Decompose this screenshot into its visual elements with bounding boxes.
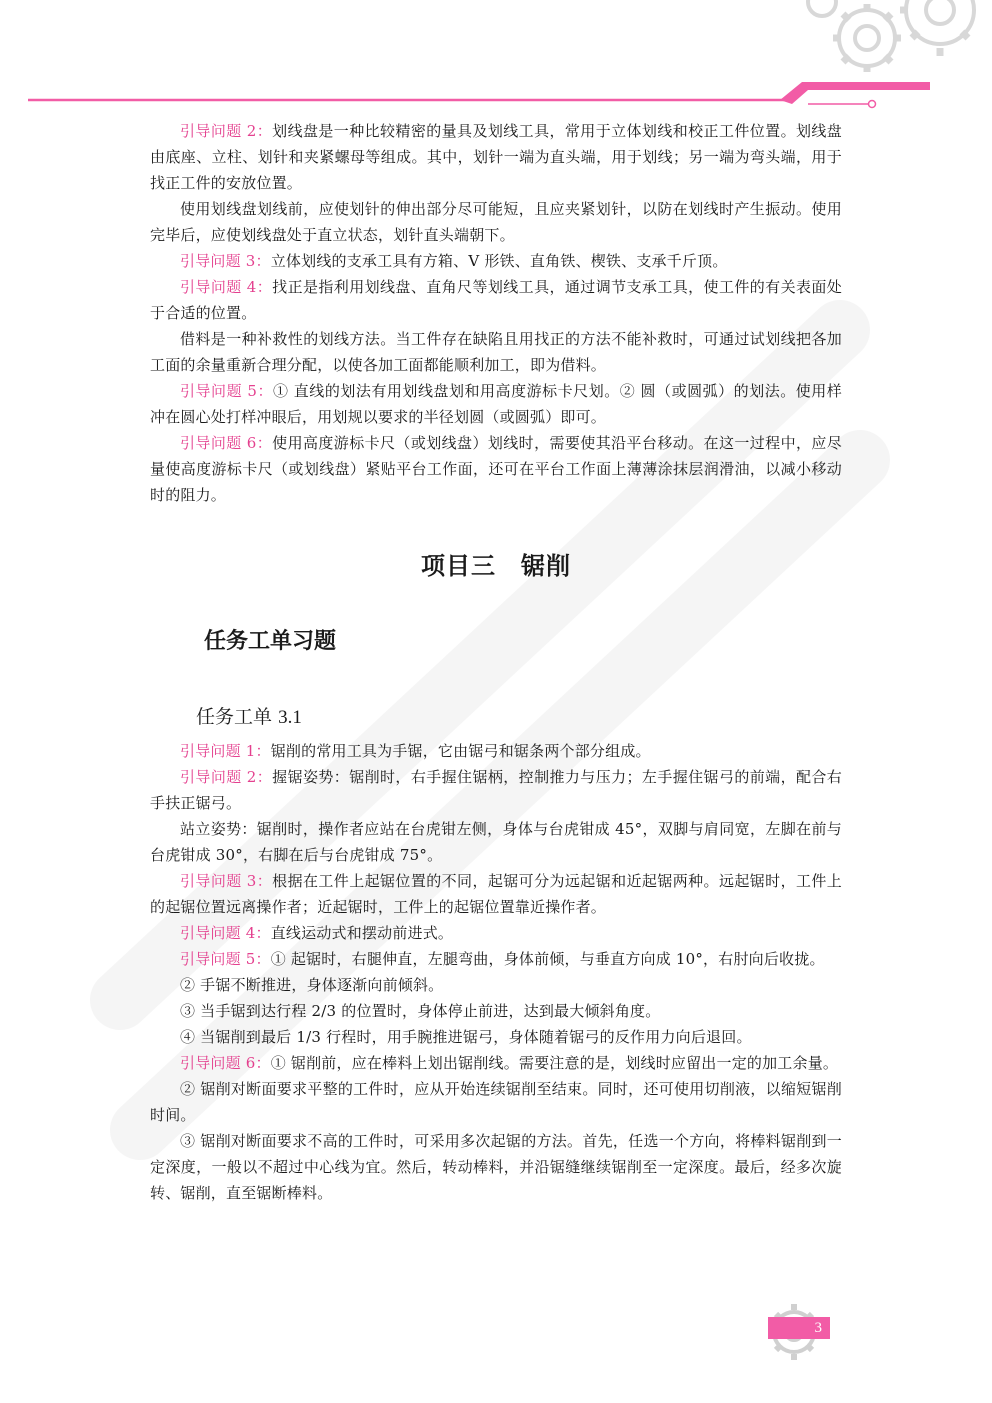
paragraph: 引导问题 3：立体划线的支承工具有方箱、V 形铁、直角铁、楔铁、支承千斤顶。 (180, 252, 728, 270)
paragraph: 引导问题 6：使用高度游标卡尺（或划线盘）划线时，需要使其沿平台移动。在这一过程中，应尽量使高度游标卡尺（或划线盘）紧贴平台工作面，还可在平台工作面上薄薄涂抹层润滑油，以减小移动时的阻力。 (150, 434, 843, 504)
paragraph: 引导问题 2：握锯姿势：锯削时，右手握住锯柄，控制推力与压力；左手握住锯弓的前端，配合右手扶正锯弓。 (150, 768, 843, 812)
paragraph: 引导问题 5：① 直线的划法有用划线盘划和用高度游标卡尺划。② 圆（或圆弧）的划法。使用样冲在圆心处打样冲眼后，用划规以要求的半径划圆（或圆弧）即可。 (150, 382, 842, 426)
paragraph: 引导问题 1：锯削的常用工具为手锯，它由锯弓和锯条两个部分组成。 (180, 742, 651, 760)
paragraph: ④ 当锯削到最后 1/3 行程时，用手腕推进锯弓，身体随着锯弓的反作用力向后退回。 (180, 1028, 752, 1046)
guide-section-1 (150, 118, 842, 508)
paragraph: 引导问题 2：划线盘是一种比较精密的量具及划线工具，常用于立体划线和校正工件位置。划线盘由底座、立柱、划针和夹紧螺母等组成。其中，划针一端为直头端，用于划线；另一端为弯头端，用于找正工件的安放位置。 (150, 122, 843, 192)
paragraph: 借料是一种补救性的划线方法。当工件存在缺陷且用找正的方法不能补救时，可通过试划线把各加工面的余量重新合理分配，以使各加工面都能顺利加工，即为借料。 (150, 330, 842, 374)
paragraph: 引导问题 3：根据在工件上起锯位置的不同，起锯可分为远起锯和近起锯两种。远起锯时，工件上的起锯位置远离操作者；近起锯时，工件上的起锯位置靠近操作者。 (150, 872, 843, 916)
guide-section-2 (150, 738, 842, 1206)
page-number: 3 (768, 1317, 830, 1339)
paragraph: ③ 锯削对断面要求不高的工件时，可采用多次起锯的方法。首先，任选一个方向，将棒料锯削到一定深度，一般以不超过中心线为宜。然后，转动棒料，并沿锯缝继续锯削至一定深度。最后，经多次旋转、锯削，直至锯断棒料。 (150, 1132, 842, 1202)
task-heading: 任务工单习题 (204, 629, 337, 654)
paragraph: 引导问题 4：直线运动式和摆动前进式。 (180, 924, 454, 942)
sub-heading: 任务工单 3.1 (196, 706, 302, 728)
project-title: 项目三 锯削 (421, 552, 571, 580)
paragraph: ③ 当手锯到达行程 2/3 的位置时，身体停止前进，达到最大倾斜角度。 (180, 1002, 661, 1020)
paragraph: 引导问题 6：① 锯削前，应在棒料上划出锯削线。需要注意的是，划线时应留出一定的加工余量。 (180, 1054, 839, 1072)
paragraph: 站立姿势：锯削时，操作者应站在台虎钳左侧，身体与台虎钳成 45°，双脚与肩同宽，左脚在前与台虎钳成 30°，右脚在后与台虎钳成 75°。 (150, 820, 842, 864)
paragraph: 使用划线盘划线前，应使划针的伸出部分尽可能短，且应夹紧划针，以防在划线时产生振动。使用完毕后，应使划线盘处于直立状态，划针直头端朝下。 (150, 200, 842, 244)
paragraph: ② 手锯不断推进，身体逐渐向前倾斜。 (180, 976, 444, 994)
paragraph: 引导问题 4：找正是指利用划线盘、直角尺等划线工具，通过调节支承工具，使工件的有关表面处于合适的位置。 (150, 278, 843, 322)
paragraph: 引导问题 5：① 起锯时，右腿伸直，左腿弯曲，身体前倾，与垂直方向成 10°，右肘向后收拢。 (180, 950, 825, 968)
gears-decoration-icon (792, 0, 992, 90)
paragraph: ② 锯削对断面要求平整的工件时，应从开始连续锯削至结束。同时，还可使用切削液，以缩短锯削时间。 (150, 1080, 842, 1124)
